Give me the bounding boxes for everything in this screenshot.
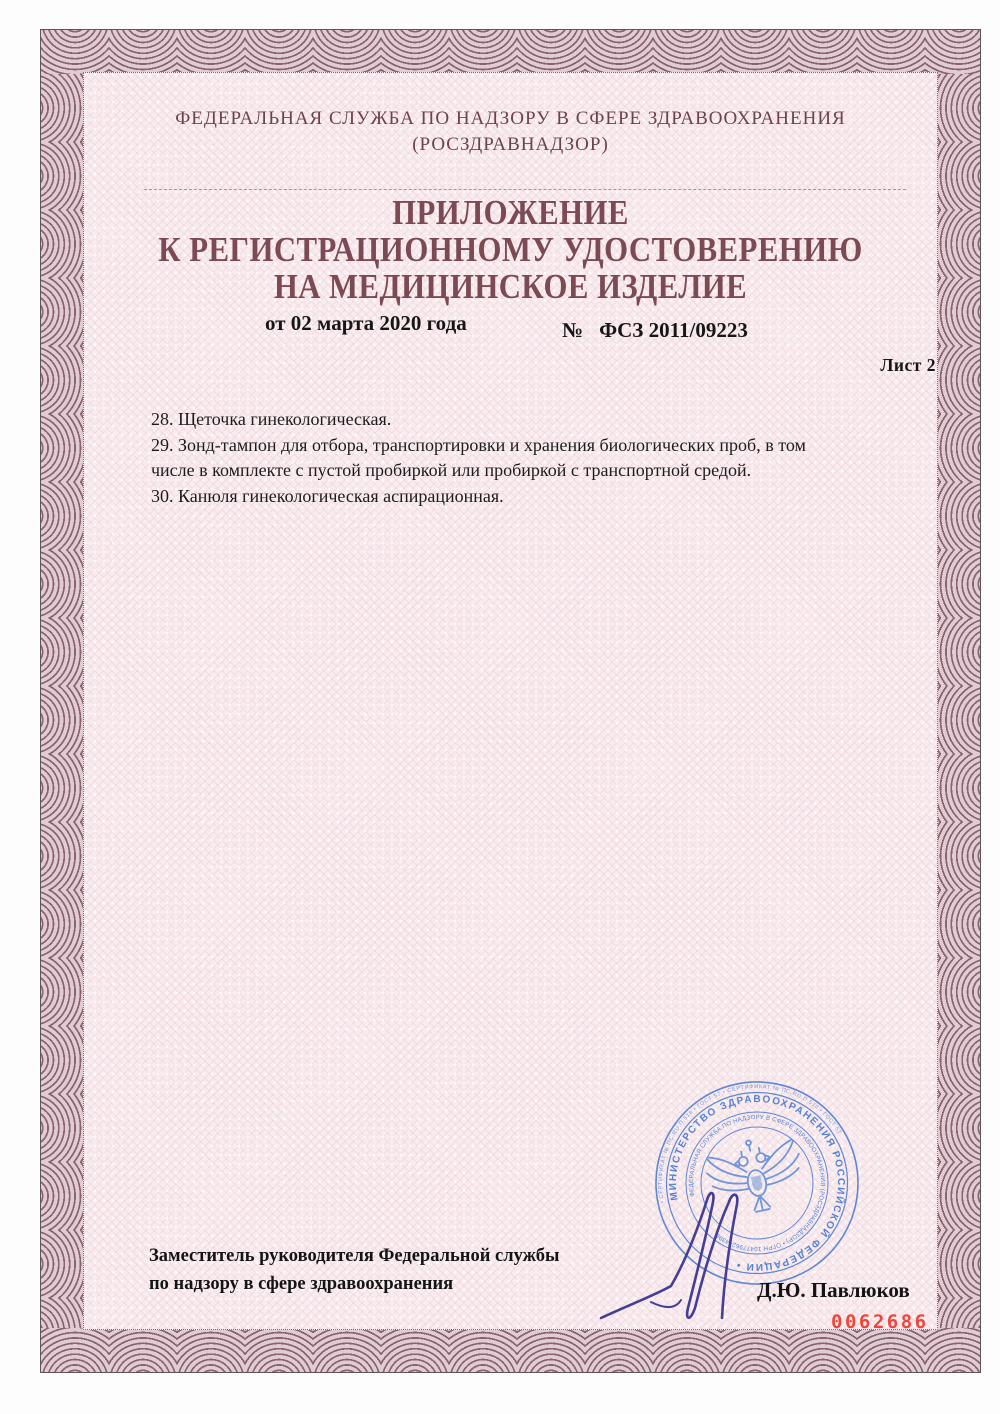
document-title [41, 194, 980, 305]
signer-position-line-2: по надзору в сфере здравоохранения [149, 1274, 454, 1294]
title-line-3: НА МЕДИЦИНСКОЕ ИЗДЕЛИЕ [273, 267, 748, 306]
guilloche-border-top [41, 30, 980, 74]
issue-date: от 02 марта 2020 года [265, 311, 467, 335]
handwritten-signature [591, 1180, 801, 1358]
seal-outer-ring-text: МИНИСТЕРСТВО ЗДРАВООХРАНЕНИЯ РОССИЙСКОЙ ФЕДЕРАЦИИ • [667, 1093, 847, 1273]
signer-name: Д.Ю. Павлюков [757, 1278, 910, 1302]
seal-inner-ring-text: ФЕДЕРАЛЬНАЯ СЛУЖБА ПО НАДЗОРУ В СФЕРЕ ЗДРАВООХРАНЕНИЯ (РОСЗДРАВНАДЗОР) • ОГРН 1047796244396 [687, 1113, 827, 1253]
serial-number: 0062686 [831, 1311, 929, 1333]
list-item: 30. Канюля гинекологическая аспирационная. [151, 485, 504, 506]
title-line-1: ПРИЛОЖЕНИЕ [392, 193, 629, 232]
header-divider [144, 189, 906, 190]
number-sign: № [562, 318, 584, 342]
number-value: ФСЗ 2011/09223 [599, 318, 748, 342]
registration-number [562, 318, 748, 343]
sheet-label: Лист 2 [880, 355, 936, 375]
signer-position [149, 1242, 559, 1298]
list-item-continuation: числе в комплекте с пустой пробиркой или пробиркой с транспортной средой. [151, 460, 752, 480]
list-item: 29. Зонд-тампон для отбора, транспортировки и хранения биологических проб, в том [151, 434, 806, 455]
agency-name: ФЕДЕРАЛЬНАЯ СЛУЖБА ПО НАДЗОРУ В СФЕРЕ ЗДРАВООХРАНЕНИЯ [175, 108, 846, 129]
certificate-page [40, 29, 981, 1373]
device-list [151, 407, 950, 509]
guilloche-border-bottom [41, 1328, 980, 1372]
list-item: 28. Щеточка гинекологическая. [151, 409, 392, 429]
agency-short-name: (РОСЗДРАВНАДЗОР) [412, 134, 609, 155]
agency-header [41, 106, 980, 158]
signer-position-line-1: Заместитель руководителя Федеральной службы [149, 1246, 560, 1266]
title-line-2: К РЕГИСТРАЦИОННОМУ УДОСТОВЕРЕНИЮ [158, 230, 863, 269]
seal-micro-text: • СЕРТИФИКАТ № ПС.RU.П.516 • ГОСТ 57 • СЕРТИФИКАТ № ПС.RU.П.516 • ГОСТ 57 [657, 1083, 843, 1204]
